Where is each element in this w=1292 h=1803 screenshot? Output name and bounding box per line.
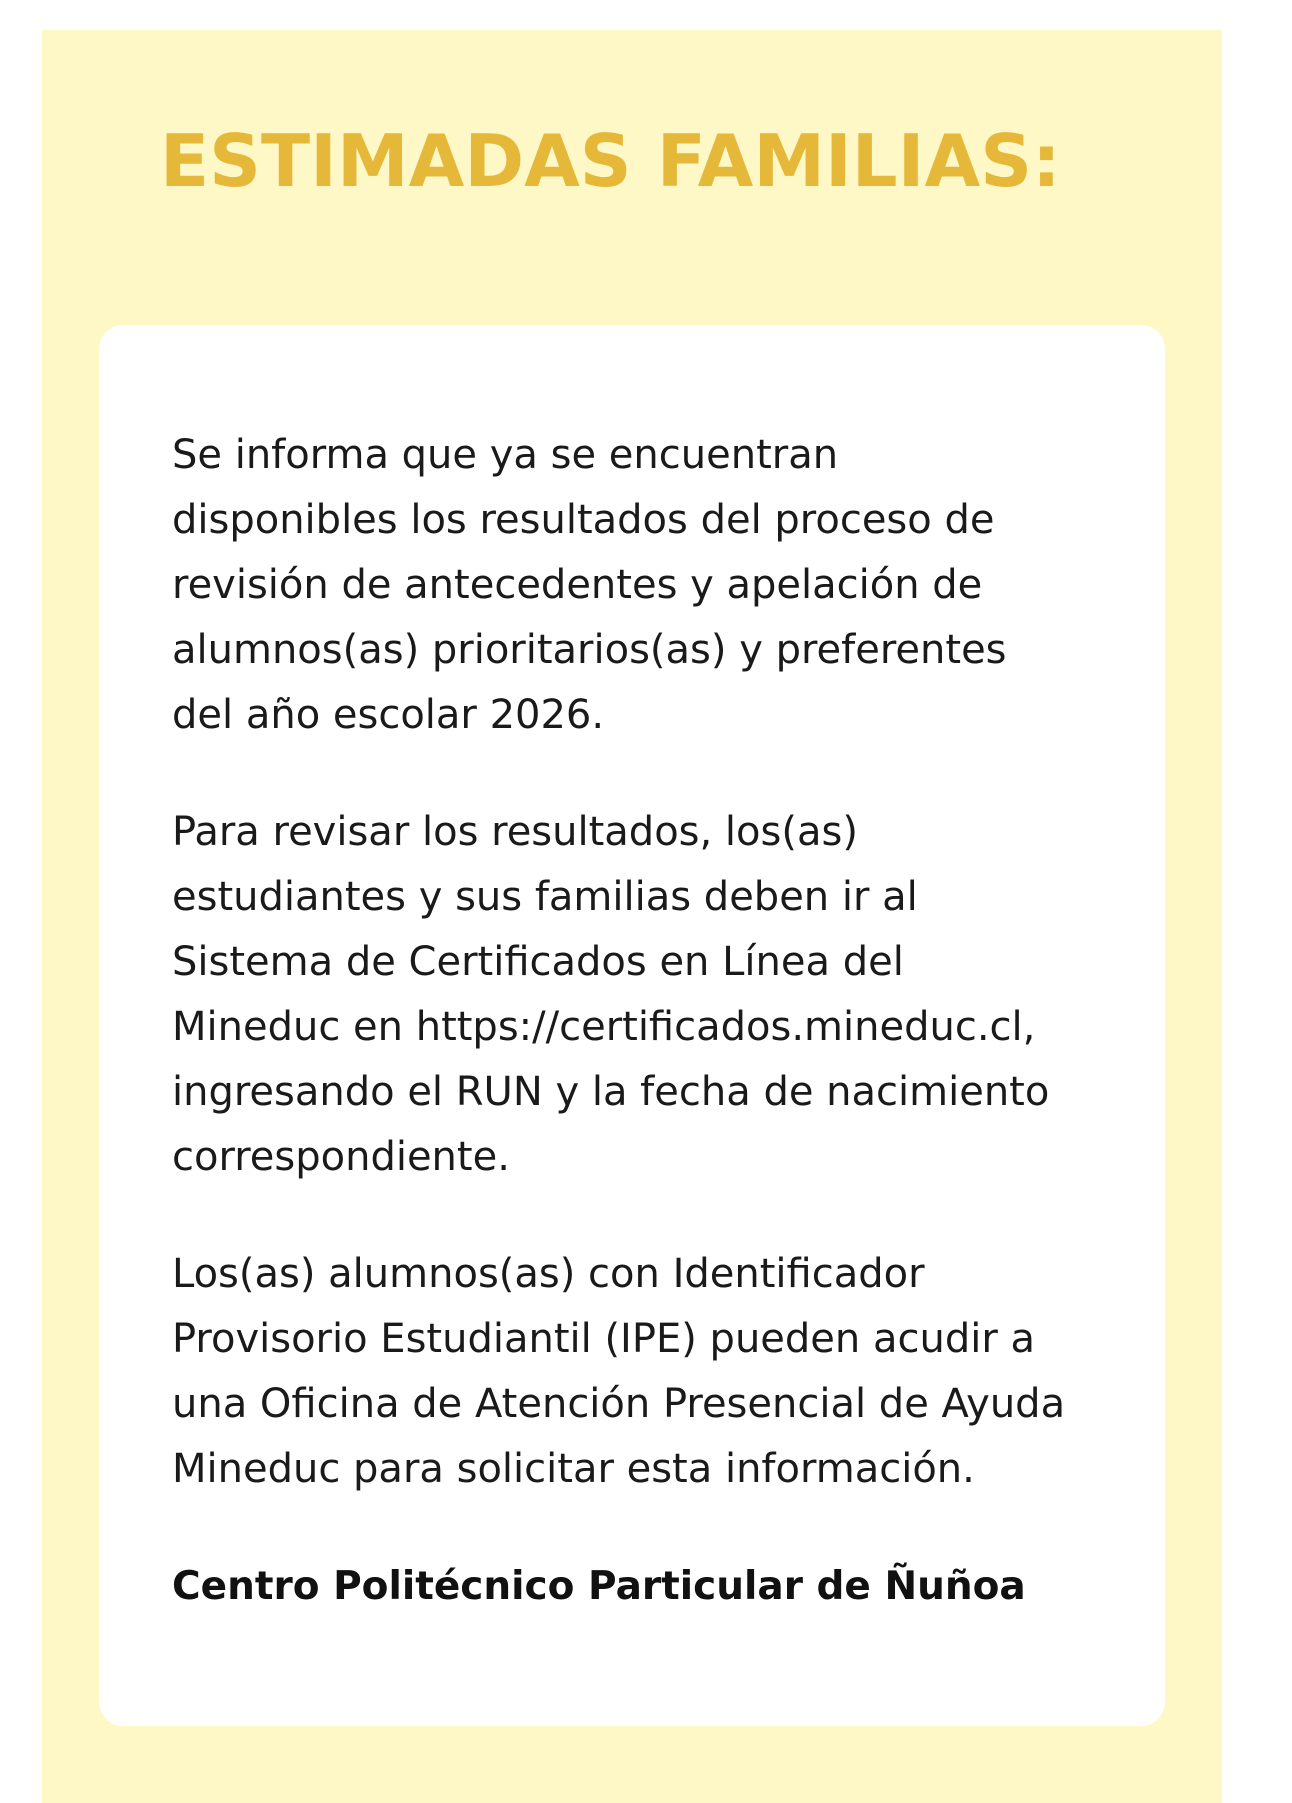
text-line: ingresando el RUN y la fecha de nacimiento xyxy=(172,1069,1050,1115)
text-line: Mineduc para solicitar esta información. xyxy=(172,1446,975,1492)
text-line: Los(as) alumnos(as) con Identificador xyxy=(172,1251,925,1297)
text-line: Para revisar los resultados, los(as) xyxy=(172,809,858,855)
paragraph-results-available xyxy=(172,423,1145,748)
notice-heading: ESTIMADAS FAMILIAS: xyxy=(160,119,1061,203)
text-line: estudiantes y sus familias deben ir al xyxy=(172,874,918,920)
text-line: Mineduc en https://certificados.mineduc.cl, xyxy=(172,1004,1036,1050)
paragraph-ipe-students xyxy=(172,1242,1145,1502)
text-line: Sistema de Certificados en Línea del xyxy=(172,939,904,985)
text-line: revisión de antecedentes y apelación de xyxy=(172,562,983,608)
text-line: Provisorio Estudiantil (IPE) pueden acudir a xyxy=(172,1316,1036,1362)
notice-card xyxy=(99,325,1165,1726)
text-line: Se informa que ya se encuentran xyxy=(172,432,839,478)
signature-school-name: Centro Politécnico Particular de Ñuñoa xyxy=(172,1564,1026,1609)
notice-panel xyxy=(42,30,1222,1803)
text-line: disponibles los resultados del proceso de xyxy=(172,497,995,543)
text-line: del año escolar 2026. xyxy=(172,692,605,738)
text-line: alumnos(as) prioritarios(as) y preferentes xyxy=(172,627,1007,673)
text-line: correspondiente. xyxy=(172,1134,510,1180)
paragraph-how-to-check xyxy=(172,800,1145,1190)
text-line: una Oficina de Atención Presencial de Ayuda xyxy=(172,1381,1066,1427)
